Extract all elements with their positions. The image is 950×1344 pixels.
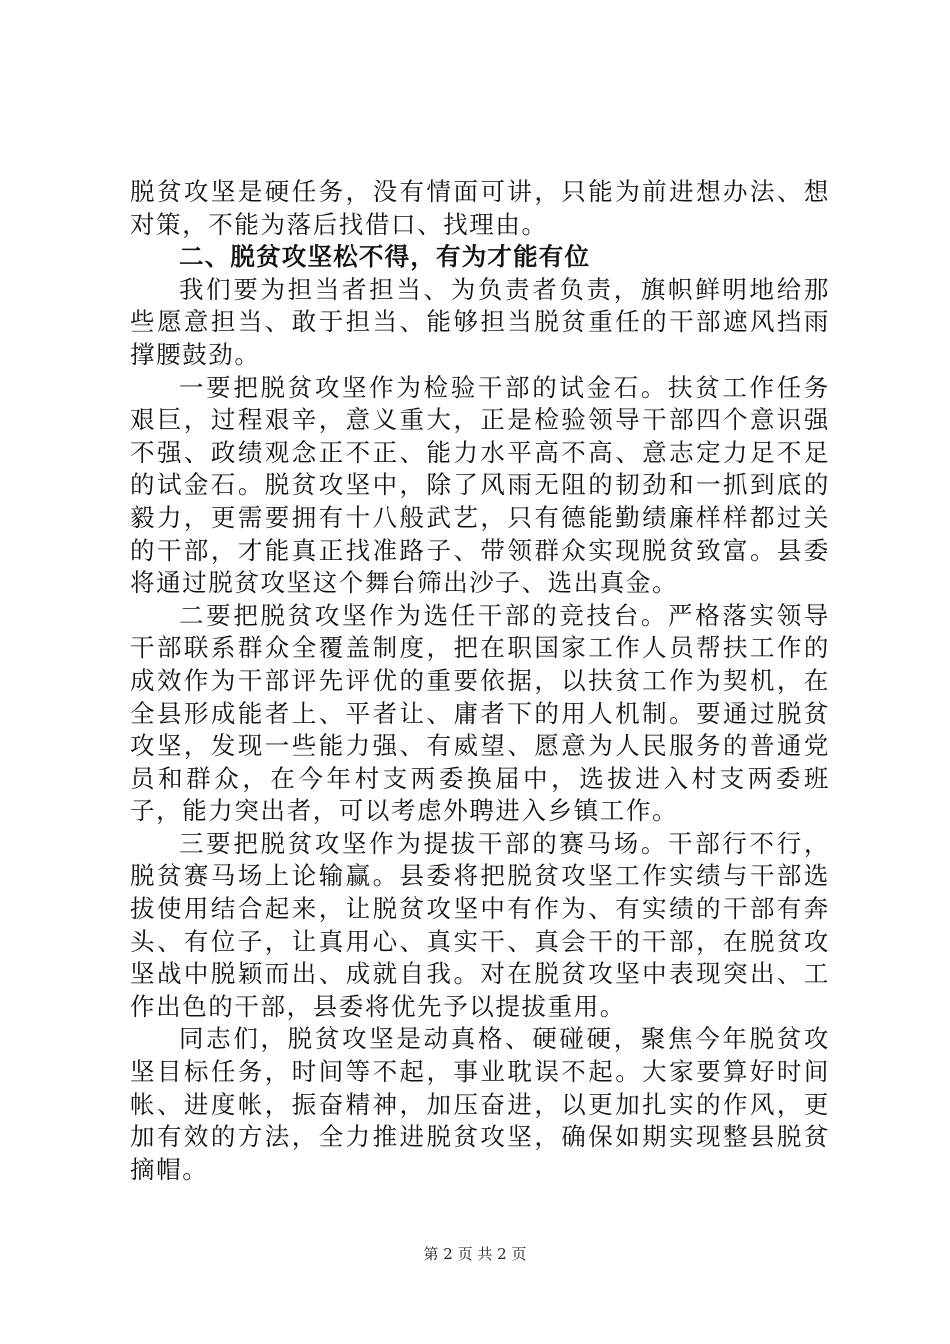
paragraph-point-two: 二要把脱贫攻坚作为选任干部的竞技台。严格落实领导干部联系群众全覆盖制度，把在职国家工作人员帮扶工作的成效作为干部评先评优的重要依据，以扶贫工作为契机，在全县形成能者上、平者让、庸者下的用人机制。要通过脱贫攻坚，发现一些能力强、有威望、愿意为人民服务的普通党员和群众，在今年村支两委换届中，选拔进入村支两委班子，能力突出者，可以考虑外聘进入乡镇工作。 (130, 600, 830, 826)
section-heading: 二、脱贫攻坚松不得，有为才能有位 (179, 242, 591, 272)
paragraph-continuation: 脱贫攻坚是硬任务，没有情面可讲，只能为前进想办法、想对策，不能为落后找借口、找理由。 (130, 177, 830, 239)
paragraph-intro: 我们要为担当者担当、为负责者负责，旗帜鲜明地给那些愿意担当、敢于担当、能够担当脱贫重任的干部遮风挡雨撑腰鼓劲。 (130, 274, 830, 369)
paragraph-point-three: 三要把脱贫攻坚作为提拔干部的赛马场。干部行不行，脱贫赛马场上论输赢。县委将把脱贫攻坚工作实绩与干部选拔使用结合起来，让脱贫攻坚中有作为、有实绩的干部有奔头、有位子，让真用心、真实干、真会干的干部，在脱贫攻坚战中脱颖而出、成就自我。对在脱贫攻坚中表现突出、工作出色的干部，县委将优先予以提拔重用。 (130, 828, 830, 1021)
paragraph-conclusion: 同志们，脱贫攻坚是动真格、硬碰硬，聚焦今年脱贫攻坚目标任务，时间等不起，事业耽误不起。大家要算好时间帐、进度帐，振奋精神，加压奋进，以更加扎实的作风，更加有效的方法，全力推进脱贫攻坚，确保如期实现整县脱贫摘帽。 (130, 1024, 830, 1184)
page-number-footer: 第 2 页 共 2 页 (423, 1245, 527, 1263)
document-body (130, 176, 830, 1186)
paragraph-point-one: 一要把脱贫攻坚作为检验干部的试金石。扶贫工作任务艰巨，过程艰辛，意义重大，正是检验领导干部四个意识强不强、政绩观念正不正、能力水平高不高、意志定力足不足的试金石。脱贫攻坚中，除了风雨无阻的韧劲和一抓到底的毅力，更需要拥有十八般武艺，只有德能勤绩廉样样都过关的干部，才能真正找准路子、带领群众实现脱贫致富。县委将通过脱贫攻坚这个舞台筛出沙子、选出真金。 (130, 372, 830, 598)
